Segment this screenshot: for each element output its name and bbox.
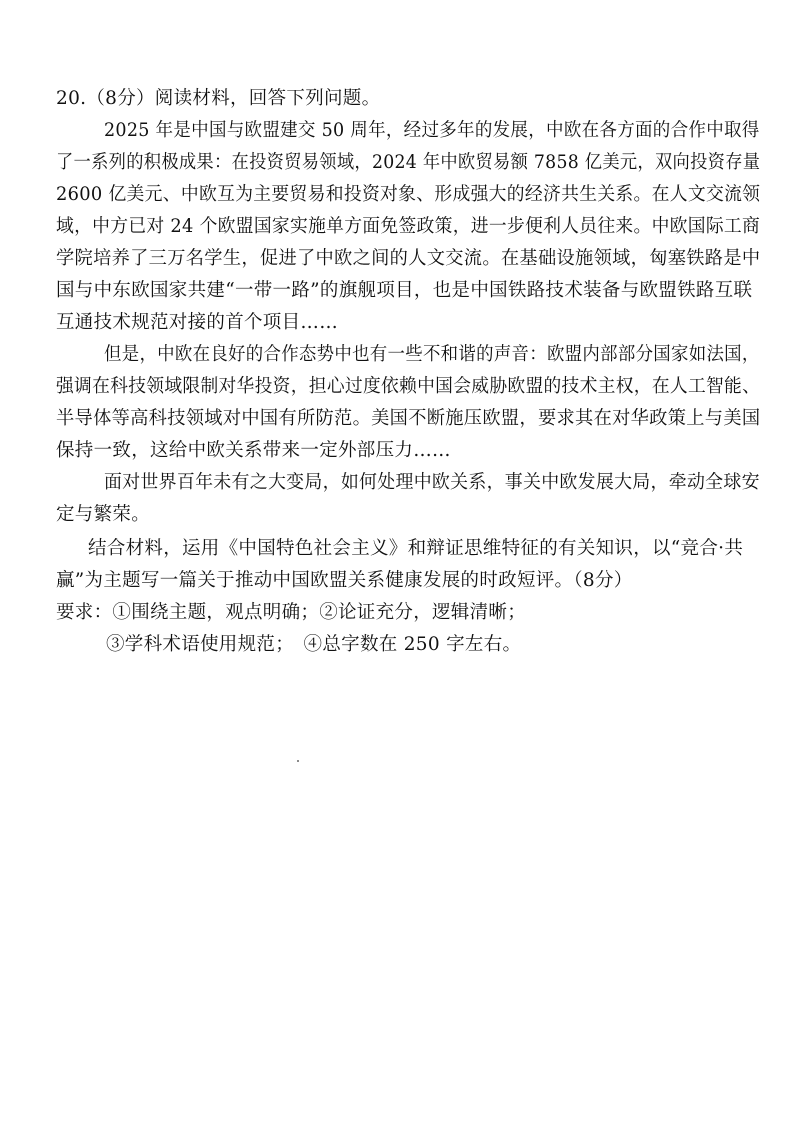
material-paragraph-2-line-1: 但是，中欧在良好的合作态势中也有一些不和谐的声音：欧盟内部部分国家如法国， xyxy=(104,344,760,365)
material-paragraph-1-line-5: 学院培养了三万名学生，促进了中欧之间的人文交流。在基础设施领域，匈塞铁路是中 xyxy=(56,248,761,269)
material-paragraph-1-line-4: 域，中方已对 24 个欧盟国家实施单方面免签政策，进一步便利人员往来。中欧国际工商 xyxy=(56,216,761,237)
scan-speck xyxy=(297,760,299,762)
task-line-2: 赢”为主题写一篇关于推动中国欧盟关系健康发展的时政短评。（8分） xyxy=(56,570,633,591)
material-paragraph-1-line-3: 2600 亿美元、中欧互为主要贸易和投资对象、形成强大的经济共生关系。在人文交流领 xyxy=(56,184,761,205)
requirements-line-1: 要求：①围绕主题，观点明确；②论证充分，逻辑清晰； xyxy=(56,602,527,623)
material-paragraph-3-line-2: 定与繁荣。 xyxy=(56,504,151,525)
question-header: 20.（8分）阅读材料，回答下列问题。 xyxy=(56,88,381,109)
material-paragraph-2-line-4: 保持一致，这给中欧关系带来一定外部压力…… xyxy=(56,440,451,461)
material-paragraph-2-line-3: 半导体等高科技领域对中国有所防范。美国不断施压欧盟，要求其在对华政策上与美国 xyxy=(56,408,761,429)
material-paragraph-1-line-6: 国与中东欧国家共建“一带一路”的旗舰项目，也是中国铁路技术装备与欧盟铁路互联 xyxy=(56,280,753,301)
material-paragraph-1-line-1: 2025 年是中国与欧盟建交 50 周年，经过多年的发展，中欧在各方面的合作中取得 xyxy=(104,120,760,141)
material-paragraph-1-line-7: 互通技术规范对接的首个项目…… xyxy=(56,312,339,333)
material-paragraph-2-line-2: 强调在科技领域限制对华投资，担心过度依赖中国会威胁欧盟的技术主权，在人工智能、 xyxy=(56,376,761,397)
material-paragraph-3-line-1: 面对世界百年未有之大变局，如何处理中欧关系，事关中欧发展大局，牵动全球安 xyxy=(104,472,760,493)
requirements-line-2: ③学科术语使用规范； ④总字数在 250 字左右。 xyxy=(106,634,522,655)
material-paragraph-1-line-2: 了一系列的积极成果：在投资贸易领域，2024 年中欧贸易额 7858 亿美元，双向投资存量 xyxy=(56,152,761,173)
task-line-1: 结合材料，运用《中国特色社会主义》和辩证思维特征的有关知识，以“竞合·共 xyxy=(88,538,744,559)
